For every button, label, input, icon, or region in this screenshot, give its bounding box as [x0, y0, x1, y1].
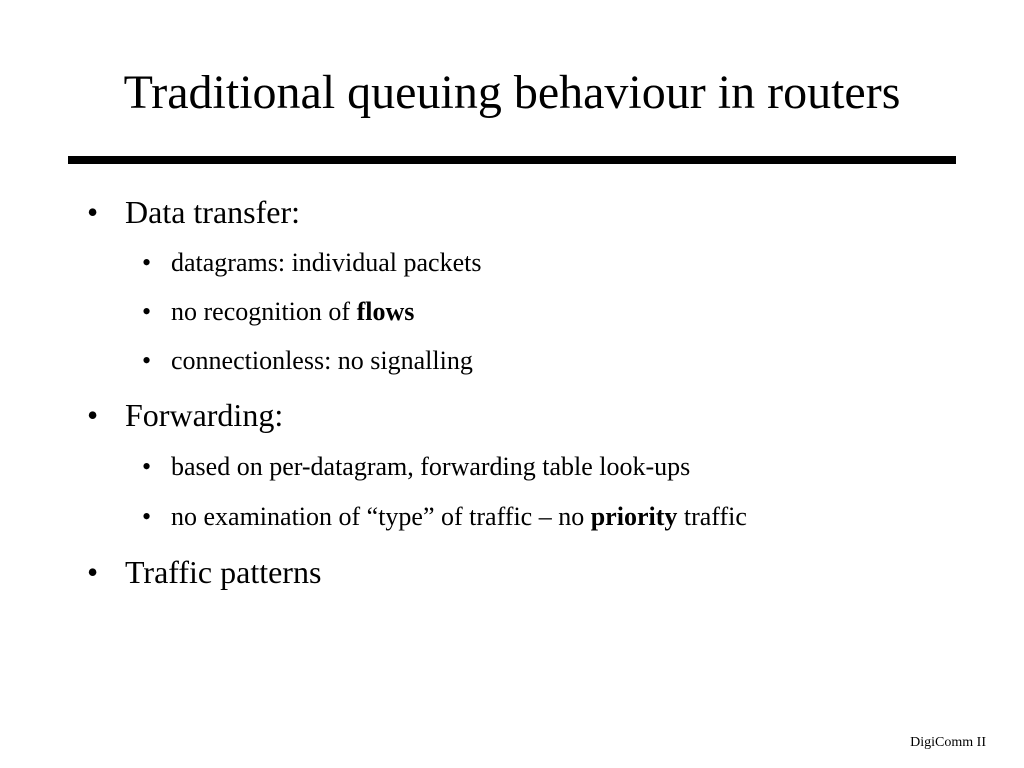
bullet-forwarding [87, 395, 284, 435]
sub-bullet-dot: • [142, 452, 152, 481]
sub-bullet-dot: • [142, 502, 152, 531]
slide-title: Traditional queuing behaviour in routers [123, 66, 901, 119]
sub-bullet-text [171, 248, 481, 277]
sub-bullet-dot: • [142, 346, 152, 375]
bullet-dot: • [87, 554, 99, 590]
text-segment: connectionless: no signalling [171, 346, 473, 375]
sub-bullet-dot: • [142, 248, 152, 277]
sub-bullet-text [171, 297, 414, 326]
text-segment: datagrams: individual packets [171, 248, 482, 277]
sub-bullet-datagrams [142, 246, 482, 280]
bullet-dot: • [87, 194, 99, 230]
bullet-text: Forwarding: [125, 397, 284, 433]
sub-bullet-text [171, 452, 690, 481]
bullet-traffic-patterns [87, 552, 322, 592]
bullet-data-transfer [87, 192, 301, 232]
sub-bullet-text [171, 502, 747, 531]
emphasis-priority: priority [590, 502, 678, 531]
bullet-text: Traffic patterns [125, 554, 322, 590]
sub-bullet-flows [142, 295, 415, 329]
text-segment: traffic [677, 502, 747, 531]
sub-bullet-priority [142, 500, 747, 534]
emphasis-flows: flows [356, 297, 415, 326]
bullet-dot: • [87, 397, 99, 433]
sub-bullet-text [171, 346, 473, 375]
sub-bullet-dot: • [142, 297, 152, 326]
text-segment: no examination of “type” of traffic – no [171, 502, 591, 531]
sub-bullet-connectionless [142, 344, 473, 378]
sub-bullet-per-datagram [142, 450, 691, 484]
bullet-text: Data transfer: [125, 194, 301, 230]
footer-label: DigiComm II [910, 735, 986, 750]
text-segment: no recognition of [171, 297, 357, 326]
text-segment: based on per-datagram, forwarding table look-ups [171, 452, 691, 481]
